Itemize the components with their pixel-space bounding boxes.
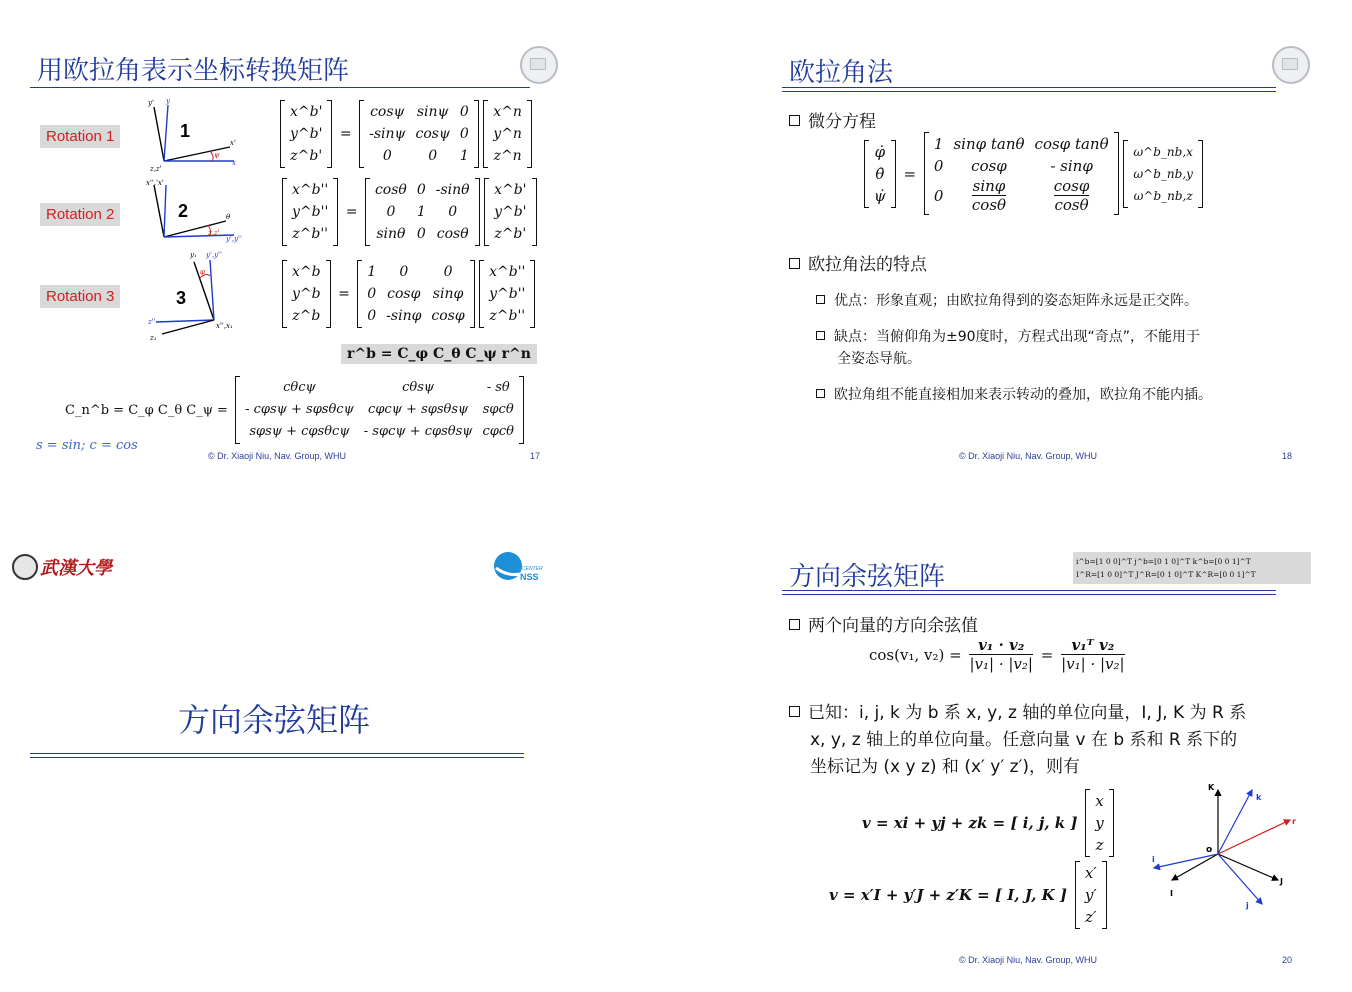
svg-text:NSS: NSS <box>520 572 539 582</box>
legend-body-frame: i^b=[1 0 0]^T j^b=[0 1 0]^T k^b=[0 0 1]^T <box>1076 557 1251 566</box>
rotation-3-axes-diagram <box>140 248 250 340</box>
axis-label: θ <box>226 213 231 221</box>
slide-18 <box>676 0 1352 496</box>
rotation-2-equation: x^b'' y^b'' z^b'' = cosθ 0 -sinθ 0 1 0 sinθ 0 cosθ x^b' y^b' z^b' <box>282 178 537 246</box>
axis-label: y <box>166 97 170 105</box>
sub-bullet-no-interpolation: 欧拉角组不能直接相加来表示转动的叠加，欧拉角不能内插。 <box>816 384 1212 404</box>
nss-center-logo-icon <box>492 550 552 584</box>
axis-label: z'' <box>148 318 156 326</box>
rotation-3-label: Rotation 3 <box>40 285 120 308</box>
summary-equation: r^b = C_φ C_θ C_ψ r^n <box>341 344 537 364</box>
angle-label: z,z' <box>208 229 220 237</box>
rotation-1-label: Rotation 1 <box>40 125 120 148</box>
legend-reference-frame: I^R=[1 0 0]^T J^R=[0 1 0]^T K^R=[0 0 1]^T <box>1076 570 1256 579</box>
rotation-3-equation: x^b y^b z^b = 1 0 0 0 cosφ sinφ 0 -sinφ cosφ x^b'' y^b'' z^b'' <box>282 260 535 328</box>
axis-label: y₁ <box>190 251 197 259</box>
page-number: 20 <box>1282 955 1293 965</box>
slide-17 <box>0 0 676 496</box>
svg-text:J: J <box>1280 877 1283 886</box>
cosine-equation: cos(v₁, v₂) = $\frac{\text{v₁ · v₂}}{\text{|v₁| · |v₂|}}$ = $\frac{\text{v₁ᵀ v₂}}{\text{|v₁| · |v₂|}}$ <box>869 636 1125 673</box>
step-number: 2 <box>178 201 189 221</box>
university-seal-icon <box>1272 46 1310 84</box>
angle-label: ψ <box>214 151 220 159</box>
bullet-known-vectors: 已知：i, j, k 为 b 系 x, y, z 轴的单位向量，I, J, K 为 R 系 <box>789 698 1246 723</box>
svg-text:CENTER: CENTER <box>522 566 543 572</box>
sub-bullet-disadvantage-cont: 全姿态导航。 <box>837 351 921 367</box>
slide-title: 方向余弦矩阵 <box>789 562 946 592</box>
whu-logo-text: 武漢大學 <box>40 558 112 579</box>
body-frame-equation: v = xi + yj + zk = [ i, j, k ] x y z <box>859 789 1114 857</box>
section-rule <box>30 753 524 758</box>
footer-credit: © Dr. Xiaoji Niu, Nav. Group, WHU <box>208 451 346 461</box>
step-number: 1 <box>180 121 191 141</box>
whu-emblem-icon <box>12 554 38 580</box>
rotation-2-axes-diagram <box>140 175 250 255</box>
axis-label: y' <box>148 99 154 107</box>
slide-title: 欧拉角法 <box>789 58 894 88</box>
sub-bullet-advantage: 优点：形象直观；由欧拉角得到的姿态矩阵永远是正交阵。 <box>816 290 1198 310</box>
sub-bullet-disadvantage: 缺点：当俯仰角为±90度时，方程式出现“奇点”，不能用于 <box>816 326 1200 346</box>
axis-label: x'',x₁ <box>216 322 233 330</box>
svg-text:I: I <box>1170 889 1173 898</box>
svg-text:k: k <box>1256 793 1262 802</box>
bullet-differential-equation: 微分方程 <box>789 107 876 132</box>
university-seal-icon <box>520 46 558 84</box>
rotation-1-axes-diagram <box>140 95 250 175</box>
abbrev-note: s = sin; c = cos <box>36 438 138 453</box>
svg-text:o: o <box>1206 845 1213 855</box>
rotation-1-equation: x^b' y^b' z^b' = cosψ sinψ 0 -sinψ cosψ 0 0 0 1 x^n y^n z^n <box>280 100 532 168</box>
footer-credit: © Dr. Xiaoji Niu, Nav. Group, WHU <box>959 955 1097 965</box>
slide-19 <box>0 496 676 992</box>
angle-label: φ <box>200 268 205 276</box>
footer-credit: © Dr. Xiaoji Niu, Nav. Group, WHU <box>959 451 1097 461</box>
axis-label: y',y'' <box>226 235 242 243</box>
slide-20 <box>676 496 1352 992</box>
svg-text:i: i <box>1152 855 1155 864</box>
page-number: 17 <box>530 451 541 461</box>
axis-label: z,z' <box>150 165 162 173</box>
title-underline <box>30 87 530 88</box>
slide-title: 用欧拉角表示坐标转换矩阵 <box>37 56 350 86</box>
bullet-direction-cosine: 两个向量的方向余弦值 <box>789 611 978 636</box>
title-underline <box>782 590 1276 595</box>
svg-text:j: j <box>1246 901 1249 910</box>
bullet-euler-features: 欧拉角法的特点 <box>789 250 927 275</box>
page-number: 18 <box>1282 451 1293 461</box>
axis-label: y',y'' <box>206 251 222 259</box>
reference-frame-equation: v = x′I + y′J + z′K = [ I, J, K ] x′ y′ z′ <box>826 861 1107 929</box>
axis-label: z₁ <box>150 334 157 340</box>
step-number: 3 <box>176 288 187 308</box>
euler-rate-equation: φ̇ θ̇ ψ̇ = 1 sinφ tanθ cosφ tanθ 0 cosφ - sinφ 0 $\frac{\sin\varphi}{\cos\theta}$ $\frac{\cos\varphi}{\cos\theta}$ ω^b_nb,x ω^b_nb,y ω^b_nb,z <box>864 132 1203 215</box>
unit-vector-legend <box>1073 552 1311 584</box>
svg-text:K: K <box>1208 783 1215 792</box>
rotation-2-label: Rotation 2 <box>40 203 120 226</box>
title-underline <box>782 87 1276 92</box>
axis-label: x'','x' <box>146 179 164 187</box>
axis-label: x' <box>230 139 236 147</box>
svg-text:r: r <box>1292 817 1296 826</box>
axis-label: x <box>232 159 236 167</box>
bullet-known-vectors-line2: x, y, z 轴上的单位向量。任意向量 v 在 b 系和 R 系下的 <box>810 730 1238 750</box>
frames-vector-diagram <box>1148 776 1308 916</box>
bullet-known-vectors-line3: 坐标记为 (x y z) 和 (x′ y′ z′)，则有 <box>810 757 1081 777</box>
full-dcm-equation: C_n^b = C_φ C_θ C_ψ = cθcψ cθsψ - sθ - cφsψ + sφsθcψ cφcψ + sφsθsψ sφcθ sφsψ + cφsθcψ - sφcψ + cφsθsψ cφcθ <box>62 376 524 444</box>
section-title: 方向余弦矩阵 <box>178 701 371 739</box>
